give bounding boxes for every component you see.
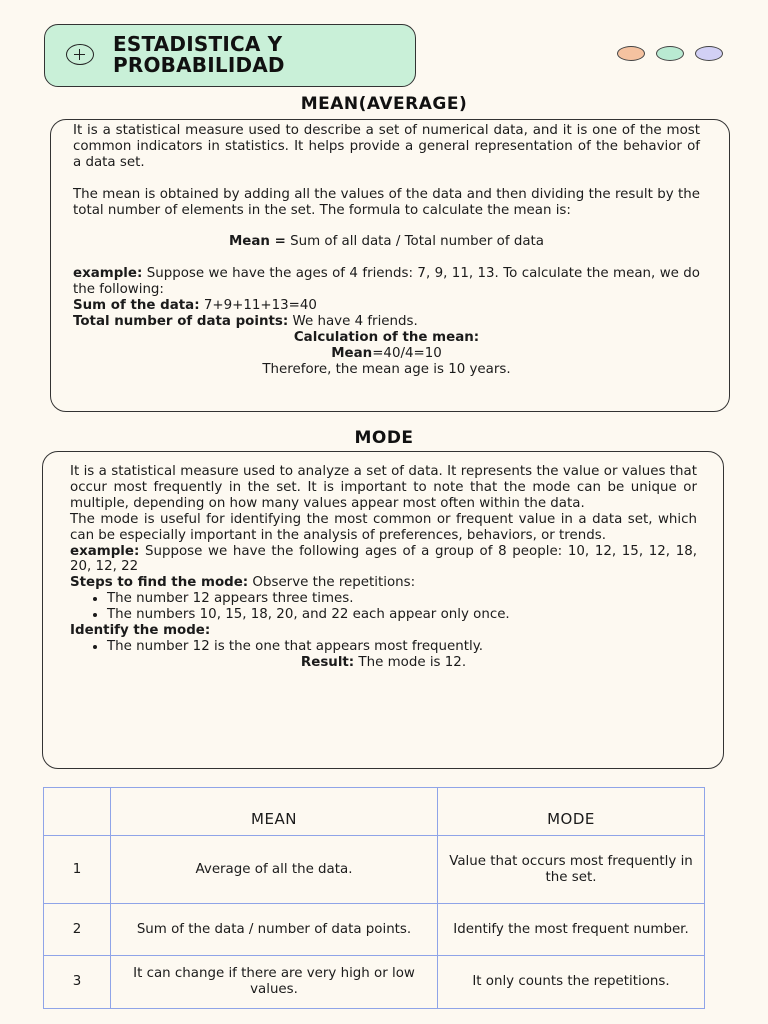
example-text: Suppose we have the ages of 4 friends: 7, 9, 11, 13. To calculate the mean, we do the following: <box>73 266 700 298</box>
mode-paragraph-2: The mode is useful for identifying the most common or frequent value in a data set, which can be especially important in the analysis of preferences, behaviors, or trends. <box>70 511 697 543</box>
identify-label: Identify the mode: <box>70 623 211 639</box>
table-cell: It only counts the repetitions. <box>438 956 705 1009</box>
mode-section-title: MODE <box>354 428 414 448</box>
mean-paragraph-2: The mean is obtained by adding all the values of the data and then dividing the result by the total number of elements in the set. The formula to calculate the mean is: <box>73 186 700 218</box>
formula-label: Mean = <box>228 234 286 250</box>
steps-list <box>70 591 697 623</box>
table-header-cell <box>44 788 111 836</box>
table-cell: 3 <box>44 956 111 1009</box>
mean-paragraph-1: It is a statistical measure used to describe a set of numerical data, and it is one of the most common indicators in statistics. It helps provide a general representation of the behavior of a data set. <box>73 123 700 170</box>
mean-total <box>73 314 700 330</box>
mean-formula <box>73 234 700 250</box>
table-cell: 2 <box>44 904 111 956</box>
mean-content <box>73 123 700 377</box>
result-label: Result: <box>300 654 355 670</box>
table-cell: Sum of the data / number of data points. <box>111 904 438 956</box>
table-row <box>44 904 705 956</box>
title-line-1: ESTADISTICA Y <box>113 32 283 56</box>
identify-list <box>70 639 697 655</box>
table-cell: 1 <box>44 836 111 904</box>
mode-example <box>70 544 697 576</box>
mean-sum <box>73 298 700 314</box>
result-text: The mode is 12. <box>354 654 467 670</box>
mode-paragraph-1: It is a statistical measure used to analyze a set of data. It represents the value or values that occur most frequently in the set. It is important to note that the mode can be unique or multiple, depending on how many values appear most often within the data. <box>70 464 697 511</box>
table-row <box>44 836 705 904</box>
mean-section-title: MEAN(AVERAGE) <box>300 94 468 114</box>
mean-calc-label: Calculation of the mean: <box>293 329 480 345</box>
decorative-dot-orange <box>617 46 645 61</box>
list-item: • The number 12 appears three times. <box>107 591 697 607</box>
total-label: Total number of data points: <box>73 313 289 329</box>
plus-circle-icon <box>66 44 94 65</box>
table-row <box>44 956 705 1009</box>
calc-mean-text: =40/4=10 <box>372 345 442 361</box>
mode-example-label: example: <box>70 543 140 559</box>
calc-mean-label: Mean <box>331 345 373 361</box>
mean-conclusion: Therefore, the mean age is 10 years. <box>262 361 511 377</box>
list-item: • The number 12 is the one that appears most frequently. <box>107 639 697 655</box>
example-label: example: <box>73 266 143 282</box>
sum-text: 7+9+11+13=40 <box>199 297 317 313</box>
table-header-cell: MEAN <box>111 788 438 836</box>
mode-result <box>70 655 697 671</box>
table-header-row <box>44 788 705 836</box>
table-cell: It can change if there are very high or low values. <box>111 956 438 1009</box>
title-line-2: PROBABILIDAD <box>113 53 285 77</box>
table-cell: Value that occurs most frequently in the set. <box>438 836 705 904</box>
decorative-dot-lavender <box>695 46 723 61</box>
mode-steps <box>70 575 697 591</box>
title-banner <box>44 24 416 87</box>
sum-label: Sum of the data: <box>73 297 200 313</box>
table-cell: Identify the most frequent number. <box>438 904 705 956</box>
page-title <box>113 34 403 76</box>
comparison-table <box>43 787 705 1009</box>
table-cell: Average of all the data. <box>111 836 438 904</box>
mean-example <box>73 266 700 298</box>
table-header-cell: MODE <box>438 788 705 836</box>
total-text: We have 4 friends. <box>288 313 418 329</box>
steps-text: Observe the repetitions: <box>248 575 416 591</box>
steps-label: Steps to find the mode: <box>70 575 249 591</box>
list-item: • The numbers 10, 15, 18, 20, and 22 each appear only once. <box>107 607 697 623</box>
decorative-dot-green <box>656 46 684 61</box>
formula-text: Sum of all data / Total number of data <box>285 234 545 250</box>
mean-calc <box>73 346 700 362</box>
mode-example-text: Suppose we have the following ages of a group of 8 people: 10, 12, 15, 12, 18, 20, 12, 22 <box>70 543 697 575</box>
mode-content <box>70 464 697 671</box>
